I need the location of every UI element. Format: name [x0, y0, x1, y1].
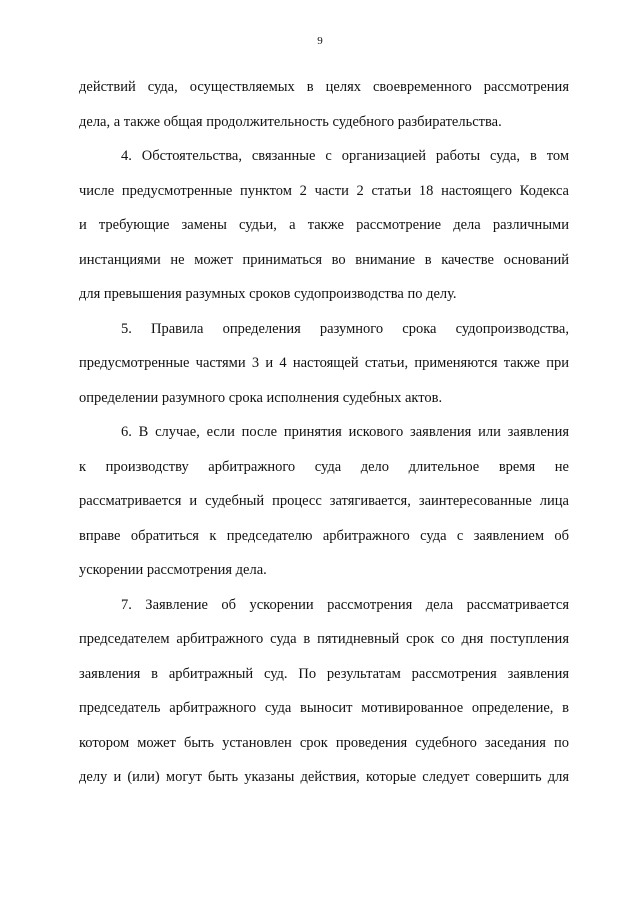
text-line: делу и (или) могут быть указаны действия, которые следует совершить для — [79, 769, 569, 785]
text-line: для превышения разумных сроков судопроизводства по делу. — [79, 286, 457, 302]
text-line: председателем арбитражного суда в пятидневный срок со дня поступления — [79, 631, 569, 647]
text-line: рассматривается и судебный процесс затягивается, заинтересованные лица — [79, 493, 569, 509]
text-line: заявления в арбитражный суд. По результатам рассмотрения заявления — [79, 665, 569, 682]
paragraph-item-6 — [79, 415, 569, 588]
text-line: предусмотренные частями 3 и 4 настоящей статьи, применяются также при — [79, 355, 569, 371]
text-line: дела, а также общая продолжительность судебного разбирательства. — [79, 113, 502, 130]
text-line: 5. Правила определения разумного срока судопроизводства, — [121, 320, 569, 337]
text-line: котором может быть установлен срок проведения судебного заседания по — [79, 734, 569, 751]
text-line: инстанциями не может приниматься во внимание в качестве оснований — [79, 251, 569, 268]
text-line: действий суда, осуществляемых в целях своевременного рассмотрения — [79, 79, 569, 95]
text-line: к производству арбитражного суда дело длительное время не — [79, 458, 569, 475]
document-body — [79, 70, 569, 795]
paragraph-item-7 — [79, 588, 569, 795]
paragraph-item-5 — [79, 312, 569, 416]
text-line: 7. Заявление об ускорении рассмотрения дела рассматривается — [121, 596, 569, 613]
text-line: определении разумного срока исполнения судебных актов. — [79, 389, 443, 406]
text-line: числе предусмотренные пунктом 2 части 2 статьи 18 настоящего Кодекса — [79, 182, 569, 199]
paragraph-continuation — [79, 70, 569, 139]
text-line: 4. Обстоятельства, связанные с организацией работы суда, в том — [121, 148, 569, 164]
text-line: председатель арбитражного суда выносит мотивированное определение, в — [79, 700, 569, 716]
text-line: вправе обратиться к председателю арбитражного суда с заявлением об — [79, 527, 569, 544]
paragraph-item-4 — [79, 139, 569, 312]
page-number: 9 — [317, 35, 323, 47]
text-line: и требующие замены судьи, а также рассмотрение дела различными — [79, 217, 569, 233]
text-line: ускорении рассмотрения дела. — [79, 562, 267, 578]
text-line: 6. В случае, если после принятия искового заявления или заявления — [121, 424, 569, 440]
